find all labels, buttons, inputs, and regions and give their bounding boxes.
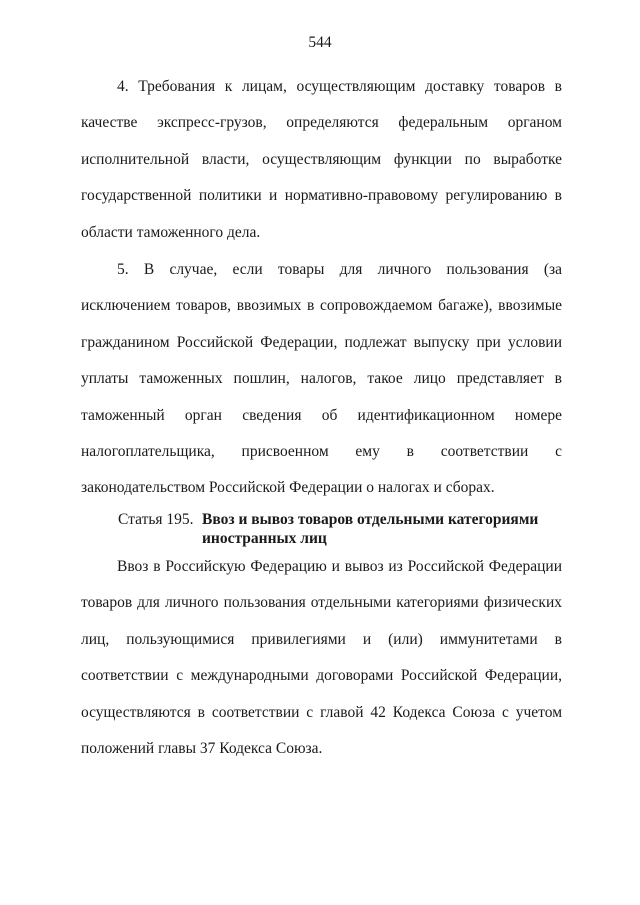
paragraph-text: 5. В случае, если товары для личного пользования (за исключением товаров, ввозимых в сопровождаемом багаже), ввозимые гражданином Российской Федерации, подлежат выпуску при условии уплаты таможенных пошлин, налогов, такое лицо представляет в таможенный орган сведения об идентификационном номере налогоплательщика, присвоенном ему в соответствии с законодательством Российской Федерации о налогах и сборах. [81, 261, 562, 497]
article-number: Статья 195. [118, 511, 194, 528]
article-title: Ввоз и вывоз товаров отдельными категориями иностранных лиц [202, 511, 539, 547]
paragraph-4 [81, 69, 562, 251]
paragraph-text: Ввоз в Российскую Федерацию и вывоз из Российской Федерации товаров для личного пользования отдельными категориями физических лиц, пользующимися привилегиями и (или) иммунитетами в соответствии с международными договорами Российской Федерации, осуществляются в соответствии с главой 42 Кодекса Союза с учетом положений главы 37 Кодекса Союза. [81, 558, 562, 758]
paragraph-5 [81, 252, 562, 507]
paragraph-text: 4. Требования к лицам, осуществляющим доставку товаров в качестве экспресс-грузов, определяются федеральным органом исполнительной власти, осуществляющим функции по выработке государственной политики и нормативно-правовому регулированию в области таможенного дела. [81, 78, 562, 241]
article-body-paragraph [81, 549, 562, 767]
page-number: 544 [308, 34, 332, 51]
